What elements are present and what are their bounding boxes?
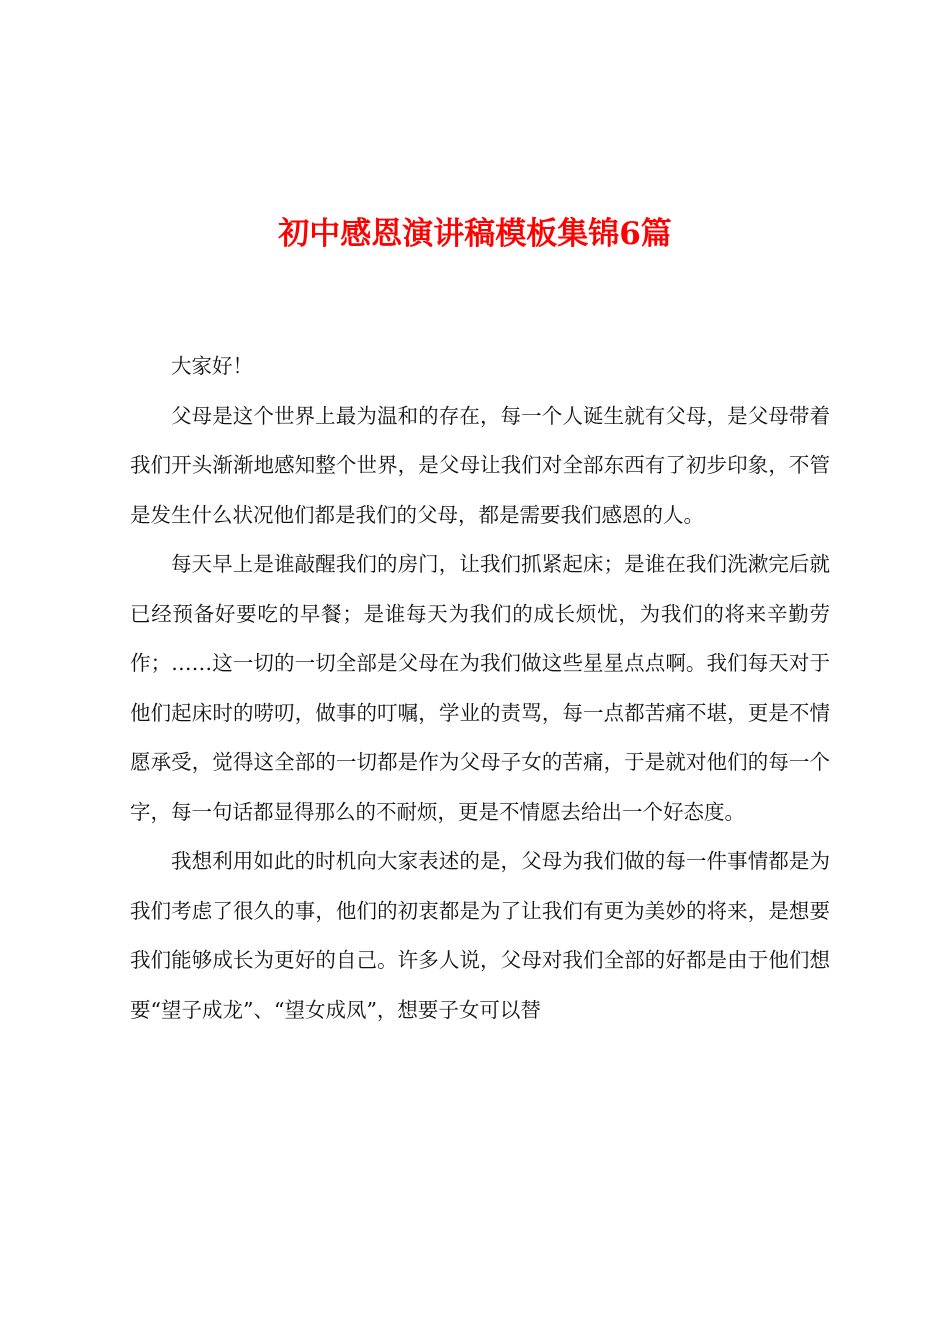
paragraph-1: 父母是这个世界上最为温和的存在，每一个人诞生就有父母，是父母带着我们开头渐渐地感知整个世界，是父母让我们对全部东西有了初步印象，不管是发生什么状况他们都是我们的父母，都是需要我们感恩的人。 bbox=[130, 403, 830, 527]
paragraph-3: 我想利用如此的时机向大家表述的是，父母为我们做的每一件事情都是为我们考虑了很久的事，他们的初衷都是为了让我们有更为美妙的将来，是想要我们能够成长为更好的自己。许多人说，父母对我们全部的好都是由于他们想要“望子成龙”、“望女成凤”，想要子女可以替 bbox=[130, 849, 830, 1022]
paragraph-greeting: 大家好！ bbox=[171, 354, 253, 378]
document-title: 初中感恩演讲稿模板集锦6篇 bbox=[278, 216, 672, 252]
document-body bbox=[130, 342, 830, 1035]
paragraph-2: 每天早上是谁敲醒我们的房门，让我们抓紧起床；是谁在我们洗漱完后就已经预备好要吃的早餐；是谁每天为我们的成长烦忧，为我们的将来辛勤劳作；……这一切的一切全部是父母在为我们做这些星星点点啊。我们每天对于他们起床时的唠叨，做事的叮嘱，学业的责骂，每一点都苦痛不堪，更是不情愿承受，觉得这全部的一切都是作为父母子女的苦痛，于是就对他们的每一个字，每一句话都显得那么的不耐烦，更是不情愿去给出一个好态度。 bbox=[130, 552, 830, 824]
